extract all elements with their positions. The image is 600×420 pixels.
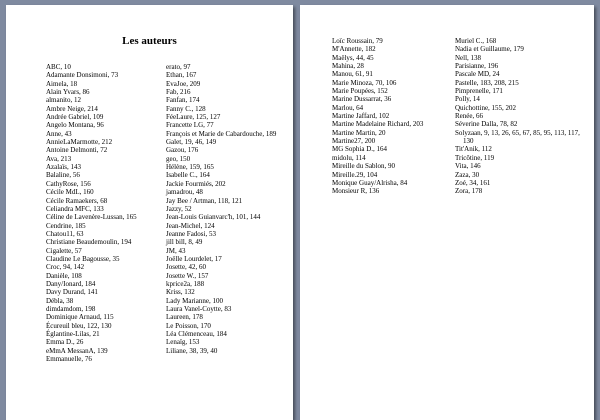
index-entry: Davy Durand, 141 (46, 288, 98, 297)
index-entry: Galet, 19, 46, 149 (166, 138, 217, 147)
index-entry: Andrée Gabriel, 109 (46, 113, 104, 122)
index-entry: Martine27, 200 (332, 137, 376, 146)
index-entry: CathyRose, 156 (46, 179, 91, 188)
index-entry: Joëlle Lourdelet, 17 (166, 254, 222, 263)
index-entry: Croc, 94, 142 (46, 263, 85, 272)
index-entry: Jay Bee / Artman, 118, 121 (166, 196, 243, 205)
index-entry: Fab, 216 (166, 88, 191, 97)
index-entry: Jean-Louis Guianvarc'h, 101, 144 (166, 213, 261, 222)
index-entry: Jean-Michel, 124 (166, 221, 215, 230)
index-entry: Gazou, 176 (166, 146, 199, 155)
index-entry: Cendrine, 185 (46, 221, 86, 230)
index-entry: Marie Minoza, 70, 106 (332, 78, 397, 87)
index-entry: Martine Jaffard, 102 (332, 112, 390, 121)
index-entry: Hélène, 159, 165 (166, 163, 214, 172)
right-page (300, 5, 594, 420)
index-entry: Chatou11, 63 (46, 229, 84, 238)
index-entry: geo, 150 (166, 154, 191, 163)
index-entry: EvaJoe, 209 (166, 79, 201, 88)
index-entry: eMmA MessanA, 139 (46, 346, 108, 355)
index-entry: Anne, 43 (46, 129, 72, 138)
left-page (6, 5, 293, 420)
authors-column-3 (332, 37, 450, 196)
index-entry: Maëlys, 44, 45 (332, 53, 374, 62)
index-entry: Dany/Ionard, 184 (46, 279, 96, 288)
index-entry: François et Marie de Cabardouche, 189 (166, 129, 277, 138)
index-entry: Antoine Delmonti, 72 (46, 146, 108, 155)
index-entry: Solyzaan, 9, 13, 26, 65, 67, 85, 95, 113, 117, 130 (455, 128, 580, 146)
index-entry: Mireille.29, 104 (332, 170, 378, 179)
index-entry: dimdamdom, 198 (46, 304, 96, 313)
index-entry: jamadrou, 48 (166, 188, 203, 197)
index-entry: JM, 43 (166, 246, 186, 255)
index-entry: Claudine Le Bagousse, 35 (46, 254, 120, 263)
index-entry: Céline de Lavenère-Lussan, 165 (46, 213, 137, 222)
index-entry: Le Poisson, 170 (166, 321, 211, 330)
index-entry: Liliane, 38, 39, 40 (166, 346, 218, 355)
index-entry: erato, 97 (166, 63, 191, 71)
authors-column-4 (455, 37, 580, 196)
index-entry: Marine Dussarrat, 36 (332, 95, 392, 104)
index-entry: Parisianne, 196 (455, 62, 499, 71)
index-entry: Marlou, 64 (332, 103, 364, 112)
index-entry: Dominique Arnaud, 115 (46, 313, 114, 322)
index-entry: Azalaïs, 143 (46, 163, 81, 172)
index-entry: Loïc Roussain, 79 (332, 37, 383, 45)
index-entry: Cigalette, 57 (46, 246, 82, 255)
index-entry: Alain Yvars, 86 (46, 88, 90, 97)
index-entry: Pimprenelle, 171 (455, 87, 503, 96)
index-entry: M'Annette, 182 (332, 45, 376, 54)
authors-column-2 (166, 63, 284, 355)
index-entry: Léa Clémenceau, 184 (166, 330, 227, 338)
index-entry: Martine Martin, 20 (332, 128, 386, 137)
index-entry: Cécile Ramaekers, 68 (46, 196, 108, 205)
index-entry: Monsieur R, 136 (332, 187, 380, 196)
index-entry: Pascale MD, 24 (455, 70, 500, 79)
index-entry: Zora, 178 (455, 187, 483, 196)
index-entry: Vita, 146 (455, 162, 481, 171)
index-entry: Ambre Neige, 214 (46, 104, 98, 113)
index-entry: Ava, 213 (46, 154, 72, 163)
index-entry: kprice2a, 188 (166, 279, 205, 288)
index-entry: MG Sophia D., 164 (332, 145, 388, 154)
index-entry: ABC, 10 (46, 63, 71, 71)
index-entry: almanito, 12 (46, 96, 81, 105)
index-entry: Christiane Beaudemoulin, 194 (46, 238, 132, 247)
index-entry: Ethan, 167 (166, 71, 197, 80)
index-entry: Monique Guay/Alrisha, 84 (332, 178, 408, 187)
index-entry: Josette W., 157 (166, 271, 209, 280)
index-entry: Muriel C., 168 (455, 37, 497, 45)
index-entry: Zaza, 30 (455, 170, 480, 179)
index-entry: Isabelle C., 164 (166, 171, 210, 180)
index-entry: Tit'Anik, 112 (455, 145, 492, 154)
index-entry: Quichottine, 155, 202 (455, 103, 517, 112)
index-entry: Francette LG, 77 (166, 121, 214, 130)
index-entry: Aimela, 18 (46, 79, 78, 88)
index-entry: Nell, 138 (455, 53, 482, 62)
index-entry: Jackie Fourmiés, 202 (166, 179, 226, 188)
authors-column-1 (46, 63, 158, 363)
index-entry: Polly, 14 (455, 95, 480, 104)
index-entry: Zoé, 34, 161 (455, 178, 491, 187)
index-entry: Jazzy, 52 (166, 204, 192, 213)
index-entry: Débla, 38 (46, 296, 74, 305)
index-entry: Écureuil bleu, 122, 130 (46, 321, 112, 330)
index-entry: Mahina, 28 (332, 62, 364, 71)
index-entry: Manou, 61, 91 (332, 70, 373, 79)
index-entry: Lenaïg, 153 (166, 338, 200, 347)
index-entry: Tricôtine, 119 (455, 153, 495, 162)
index-entry: Kriss, 132 (166, 288, 195, 297)
index-entry: Danièle, 108 (46, 271, 82, 280)
index-entry: Marie Poupées, 152 (332, 87, 388, 96)
index-entry: midolu, 114 (332, 153, 366, 162)
index-entry: Fanfan, 174 (166, 96, 200, 105)
index-entry: Jeanne Fadosi, 53 (166, 229, 216, 238)
index-entry: AnnieLaMarmotte, 212 (46, 138, 113, 147)
index-entry: Renée, 66 (455, 112, 483, 121)
index-entry: Lady Marianne, 100 (166, 296, 223, 305)
index-entry: Églantine-Lilas, 21 (46, 330, 100, 338)
index-entry: Laura Vanel-Coytte, 83 (166, 304, 232, 313)
index-entry: jill bill, 8, 49 (166, 238, 203, 247)
index-entry: FéeLaure, 125, 127 (166, 113, 221, 122)
index-entry: Emma D., 26 (46, 338, 84, 347)
index-entry: Josette, 42, 60 (166, 263, 207, 272)
index-entry: Fanny C., 128 (166, 104, 206, 113)
index-entry: Cécile MdL, 160 (46, 188, 94, 197)
index-entry: Angelo Montana, 96 (46, 121, 104, 130)
index-entry: Mireille du Sablon, 90 (332, 162, 395, 171)
index-entry: Nadia et Guillaume, 179 (455, 45, 524, 54)
index-entry: Martine Madelaine Richard, 203 (332, 120, 424, 129)
index-entry: Laureen, 178 (166, 313, 203, 322)
index-entry: Balaline, 56 (46, 171, 80, 180)
index-entry: Adamante Donsimoni, 73 (46, 71, 119, 80)
index-entry: Celiandra MFC, 133 (46, 204, 104, 213)
page-title: Les auteurs (122, 35, 177, 47)
index-entry: Emmanuelle, 76 (46, 355, 92, 364)
index-entry: Séverine Dalla, 78, 82 (455, 120, 518, 129)
index-entry: Pastelle, 183, 208, 215 (455, 78, 519, 87)
